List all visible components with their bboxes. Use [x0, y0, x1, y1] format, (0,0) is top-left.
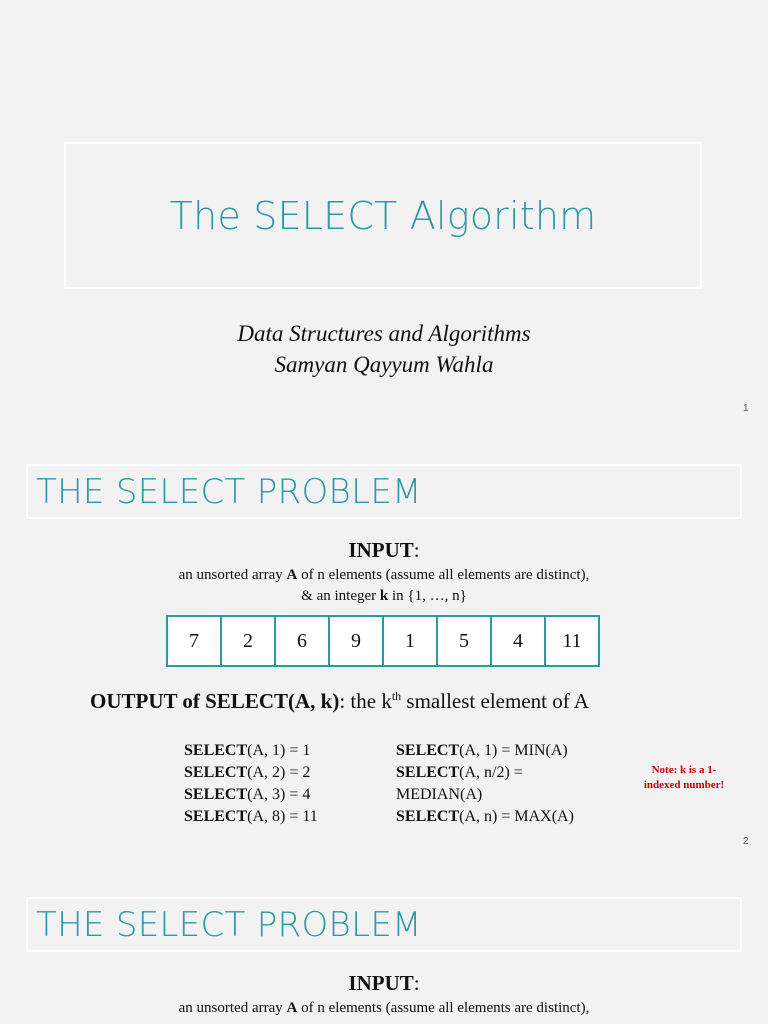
example-line: MEDIAN(A)	[396, 786, 483, 803]
section-heading-box	[26, 897, 742, 952]
array-cell: 7	[166, 615, 222, 667]
input-label-text: INPUT	[348, 971, 414, 995]
input-colon: :	[413, 538, 420, 562]
array-cell: 5	[436, 615, 492, 667]
section-heading: THE SELECT PROBLEM	[36, 471, 422, 512]
array-cell: 11	[544, 615, 600, 667]
array-cell: 9	[328, 615, 384, 667]
example-line: SELECT(A, 3) = 4	[184, 786, 311, 803]
desc-text: & an integer	[301, 588, 380, 604]
array-cell: 4	[490, 615, 546, 667]
example-array	[166, 615, 598, 667]
example-line: SELECT(A, n) = MAX(A)	[396, 808, 574, 825]
desc-var-k: k	[379, 588, 389, 604]
array-cell: 6	[274, 615, 330, 667]
desc-text: in {1, …, n}	[388, 588, 467, 604]
example-line: SELECT(A, 2) = 2	[184, 764, 311, 781]
example-line: SELECT(A, n/2) =	[396, 764, 523, 781]
examples-left	[184, 740, 318, 828]
output-text: : the k	[339, 689, 392, 713]
page-number: 1	[743, 403, 749, 414]
example-line: SELECT(A, 1) = MIN(A)	[396, 742, 568, 759]
desc-var-a: A	[286, 1000, 298, 1016]
input-description-line-2	[0, 586, 768, 607]
example-line: SELECT(A, 1) = 1	[184, 742, 311, 759]
array-cell: 2	[220, 615, 276, 667]
output-definition	[90, 689, 589, 714]
input-description-line-1	[0, 998, 768, 1019]
input-label-text: INPUT	[348, 538, 414, 562]
slide-title: The SELECT Algorithm	[169, 193, 597, 238]
desc-var-a: A	[286, 567, 298, 583]
example-line: SELECT(A, 8) = 11	[184, 808, 318, 825]
input-description-line-1	[0, 565, 768, 586]
input-label	[0, 971, 768, 996]
examples-right	[396, 740, 574, 828]
title-box	[64, 142, 702, 289]
section-heading: THE SELECT PROBLEM	[36, 904, 422, 945]
author-name: Samyan Qayyum Wahla	[274, 352, 494, 377]
note-line: indexed number!	[643, 779, 725, 791]
desc-text: of n elements (assume all elements are distinct),	[297, 1000, 590, 1016]
input-label	[0, 538, 768, 563]
output-label: OUTPUT of SELECT(A, k)	[90, 689, 340, 713]
section-heading-box	[26, 464, 742, 519]
desc-text: of n elements (assume all elements are distinct),	[297, 567, 590, 583]
desc-text: an unsorted array	[178, 567, 287, 583]
desc-text: an unsorted array	[178, 1000, 287, 1016]
output-text: smallest element of A	[401, 689, 589, 713]
note-callout	[632, 763, 736, 793]
course-name: Data Structures and Algorithms	[237, 321, 531, 346]
note-line: Note: k is a 1-	[651, 764, 717, 776]
array-cell: 1	[382, 615, 438, 667]
output-superscript: th	[391, 689, 402, 703]
page-number: 2	[743, 836, 749, 847]
input-colon: :	[413, 971, 420, 995]
